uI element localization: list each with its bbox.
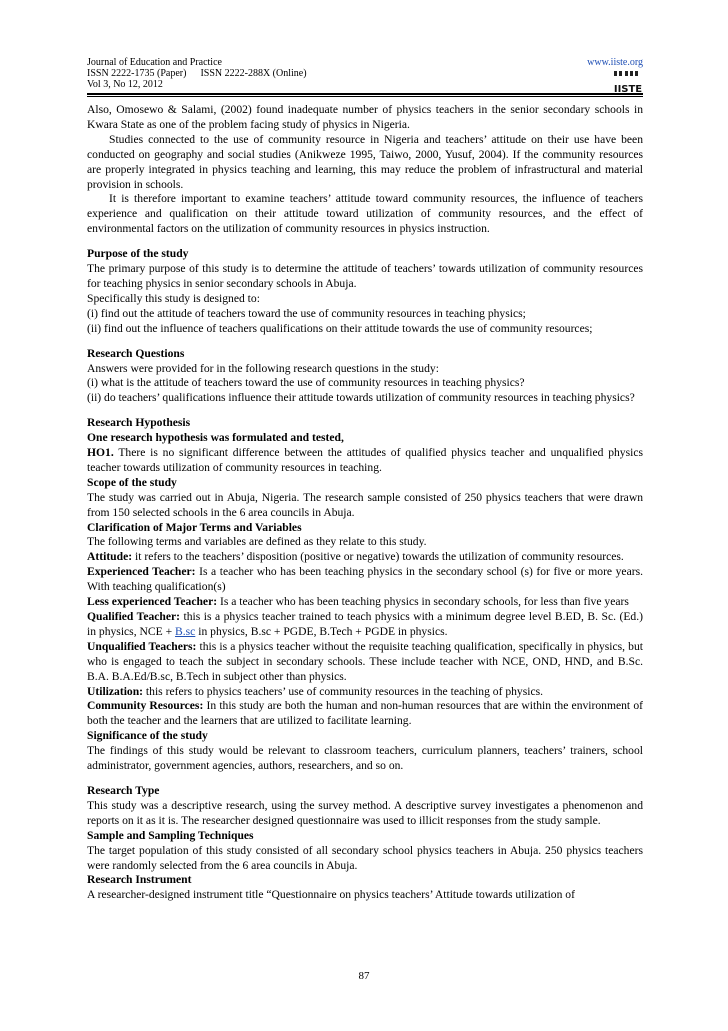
issn-paper: ISSN 2222-1735 (Paper) <box>87 68 187 79</box>
questions-heading: Research Questions <box>87 346 185 360</box>
question-item-1: (i) what is the attitude of teachers toward the use of community resources in teaching physics? <box>87 376 525 390</box>
ho1-label: HO1. <box>87 446 114 460</box>
intro-paragraph-1: Also, Omosewo & Salami, (2002) found inadequate number of physics teachers in the senior secondary schools in Kwara State as one of the problem facing study of physics in Nigeria. <box>87 103 643 131</box>
hypothesis-ho1 <box>87 446 643 476</box>
page-number: 87 <box>358 970 370 982</box>
term-text: this is a physics teacher without the requisite teaching qualification, specifically in physics, but who is engaged to teach the subject in secondary schools. These include teacher with NCE, OND, HND, and B.Sc. B.A. B.A.Ed/B.sc, B.Tech in subject other than physics. <box>87 639 643 683</box>
research-type-heading: Research Type <box>87 783 160 797</box>
issn-online: ISSN 2222-288X (Online) <box>200 68 307 79</box>
volume-line: Vol 3, No 12, 2012 <box>87 79 163 90</box>
hypothesis-heading: Research Hypothesis <box>87 416 191 430</box>
intro-paragraph-2: Studies connected to the use of community resource in Nigeria and teachers’ attitude on their use have been conducted on geography and social studies (Anikweze 1995, Taiwo, 2000, Yusuf, 2004). If the community resources are properly integrated in physics teaching and learning, this may reduce the problem of infrastructural and material provision in schools. <box>87 132 643 191</box>
term-attitude <box>87 550 643 565</box>
term-label: Less experienced Teacher: <box>87 595 218 609</box>
term-experienced-teacher <box>87 565 643 595</box>
instrument-paragraph: A researcher-designed instrument title “Questionnaire on physics teachers’ Attitude towards utilization of <box>87 888 575 902</box>
bsc-link[interactable]: B.sc <box>175 624 196 638</box>
term-text: it refers to the teachers’ disposition (positive or negative) towards the utilization of community resources. <box>132 550 624 564</box>
purpose-paragraph: The primary purpose of this study is to determine the attitude of teachers’ towards utilization of community resources for teaching physics in senior secondary schools in Abuja. <box>87 262 643 290</box>
question-item-2: (ii) do teachers’ qualifications influence their attitude towards utilization of community resources in teaching physics? <box>87 391 635 405</box>
hypothesis-subheading: One research hypothesis was formulated and tested, <box>87 431 344 445</box>
scope-heading: Scope of the study <box>87 475 177 489</box>
term-qualified-teacher <box>87 610 643 640</box>
term-less-experienced-teacher <box>87 595 643 610</box>
term-text: this is a physics teacher trained to teach physics with a minimum degree level B.ED, B. Sc. (Ed.) in physics, NCE + <box>87 610 643 638</box>
article-body <box>87 103 643 903</box>
questions-paragraph: Answers were provided for in the following research questions in the study: <box>87 361 439 375</box>
term-text: this refers to physics teachers’ use of community resources in the teaching of physics. <box>143 684 544 698</box>
ho1-text: There is no significant difference between the attitudes of qualified physics teacher and unqualified physics teacher towards utilization of community resources in teaching. <box>87 446 643 474</box>
sampling-heading: Sample and Sampling Techniques <box>87 828 254 842</box>
journal-url-link[interactable]: www.iiste.org <box>587 57 643 68</box>
purpose-item-1: (i) find out the attitude of teachers toward the use of community resources in teaching physics; <box>87 306 526 320</box>
term-label: Qualified Teacher: <box>87 610 181 623</box>
intro-paragraph-3: It is therefore important to examine teachers’ attitude toward community resources, the influence of teachers experience and qualification on their attitude toward utilization of community resources, and the effect of environmental factors on the utilization of community resources in physics instruction. <box>87 192 643 236</box>
term-label: Utilization: <box>87 684 144 698</box>
term-label: Attitude: <box>87 550 133 564</box>
issn-line <box>87 68 643 79</box>
purpose-item-2: (ii) find out the influence of teachers qualifications on their attitude towards the use of community resources; <box>87 321 593 335</box>
term-unqualified-teachers <box>87 640 643 685</box>
term-label: Community Resources: <box>87 699 204 713</box>
terms-heading: Clarification of Major Terms and Variables <box>87 520 302 534</box>
term-text: in physics, B.sc + PGDE, B.Tech + PGDE in physics. <box>195 624 448 638</box>
term-text: Is a teacher who has been teaching physics in secondary schools, for less than five years <box>217 595 629 609</box>
terms-intro: The following terms and variables are defined as they relate to this study. <box>87 535 427 549</box>
purpose-heading: Purpose of the study <box>87 247 189 261</box>
header-rule-thin <box>87 96 643 97</box>
research-type-paragraph: This study was a descriptive research, using the survey method. A descriptive survey investigates a phenomenon and reports on it as it is. The researcher designed questionnaire was used to illicit responses from the study sample. <box>87 798 643 827</box>
logo-text: IISTE <box>613 84 643 95</box>
instrument-heading: Research Instrument <box>87 873 192 887</box>
term-text: Is a teacher who has been teaching physics in the secondary school (s) for five or more years. With teaching qualification(s) <box>87 565 643 594</box>
term-label: Unqualified Teachers: <box>87 639 197 653</box>
term-text: In this study are both the human and non-human resources that are within the environment of both the teacher and the learners that are utilized to facilitate learning. <box>87 699 643 728</box>
significance-paragraph: The findings of this study would be relevant to classroom teachers, curriculum planners, teachers’ trainers, school administrator, government agencies, authors, researchers, and so on. <box>87 744 643 773</box>
header-rule <box>87 93 643 95</box>
term-utilization <box>87 685 643 700</box>
term-label: Experienced Teacher: <box>87 565 196 579</box>
purpose-specific: Specifically this study is designed to: <box>87 291 260 305</box>
journal-name: Journal of Education and Practice <box>87 57 222 68</box>
scope-paragraph: The study was carried out in Abuja, Nigeria. The research sample consisted of 250 physics teachers that were drawn from 150 selected schools in the 6 area councils in Abuja. <box>87 490 643 519</box>
sampling-paragraph: The target population of this study consisted of all secondary school physics teachers in Abuja. 250 physics teachers were randomly selected from the 6 area councils in Abuja. <box>87 843 643 872</box>
significance-heading: Significance of the study <box>87 729 208 743</box>
term-community-resources <box>87 699 643 729</box>
